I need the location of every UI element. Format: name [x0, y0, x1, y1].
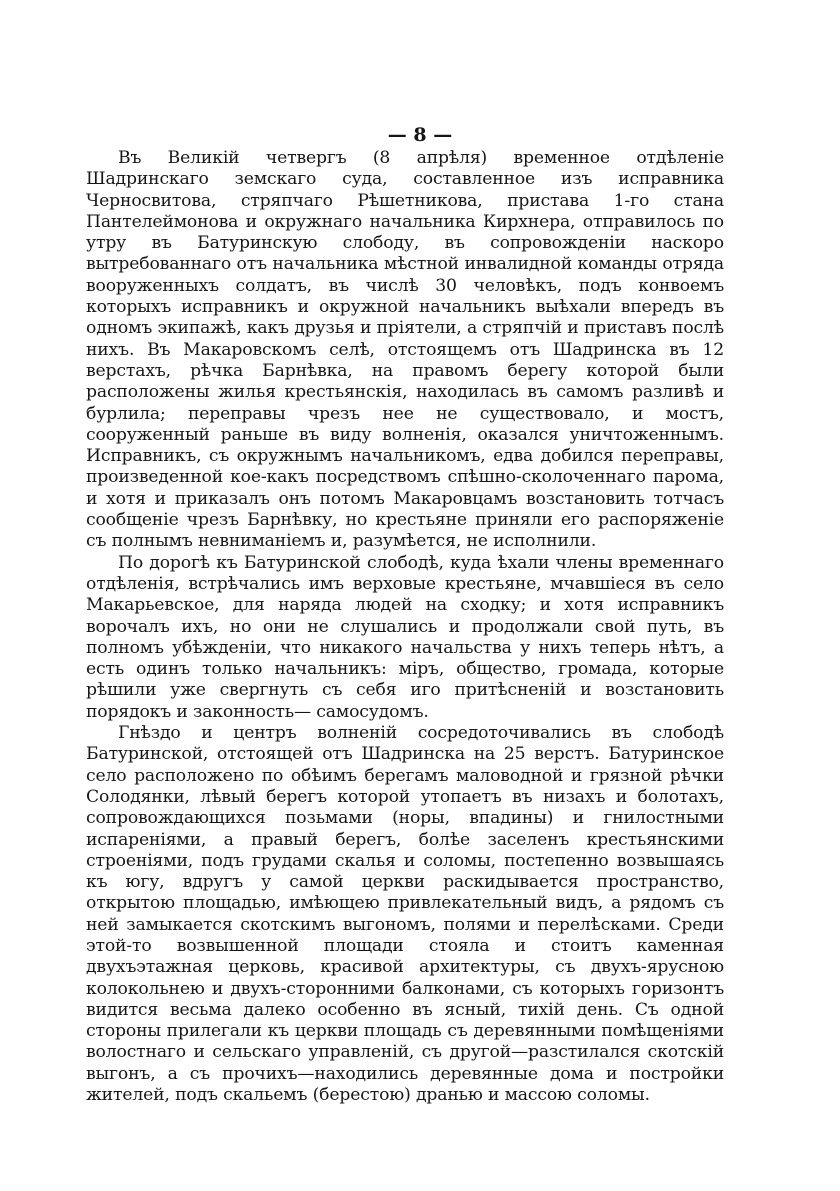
- paragraph-2: По дорогѣ къ Батуринской слободѣ, куда ѣхали члены временнаго отдѣленія, встрѣчались имъ верховые крестьяне, мчавшіеся въ село Макарьевское, для наряда людей на сходку; и хотя исправникъ ворочалъ ихъ, но они не слушались и продолжали свой путь, въ полномъ убѣжденіи, что никакого начальства у нихъ теперь нѣтъ, а есть одинъ только начальникъ: міръ, общество, громада, которые рѣшили уже свергнуть съ себя иго притѣсненій и возстановить порядокъ и законность— самосудомъ.: [86, 552, 724, 722]
- paragraph-1: Въ Великій четвергъ (8 апрѣля) временное отдѣленіе Шадринскаго земскаго суда, составленное изъ исправника Черносвитова, стряпчаго Рѣшетникова, пристава 1-го стана Пантелеймонова и окружнаго начальника Кирхнера, отправилось по утру въ Батуринскую слободу, въ сопровожденіи наскоро вытребованнаго отъ начальника мѣстной инвалидной команды отряда вооруженныхъ солдатъ, въ числѣ 30 человѣкъ, подъ конвоемъ которыхъ исправникъ и окружной начальникъ выѣхали впередъ въ одномъ экипажѣ, какъ друзья и пріятели, а стряпчій и приставъ послѣ нихъ. Въ Макаровскомъ селѣ, отстоящемъ отъ Шадринска въ 12 верстахъ, рѣчка Барнѣвка, на правомъ берегу которой были расположены жилья крестьянскія, находилась въ самомъ разливѣ и бурлила; переправы чрезъ нее не существовало, и мостъ, сооруженный раньше въ виду волненія, оказался уничтоженнымъ. Исправникъ, съ окружнымъ начальникомъ, едва добился переправы, произведенной кое-какъ посредствомъ спѣшно-сколоченнаго парома, и хотя и приказалъ онъ потомъ Макаровцамъ возстановить тотчасъ сообщеніе чрезъ Барнѣвку, но крестьяне приняли его распоряженіе съ полнымъ невниманіемъ и, разумѣется, не исполнили.: [86, 148, 724, 552]
- body-text: [86, 148, 724, 1106]
- paragraph-3: Гнѣздо и центръ волненій сосредоточивались въ слободѣ Батуринской, отстоящей отъ Шадринска на 25 верстъ. Батуринское село расположено по обѣимъ берегамъ маловодной и грязной рѣчки Солодянки, лѣвый берегъ которой утопаетъ въ низахъ и болотахъ, сопровождающихся позьмами (норы, впадины) и гнилостными испареніями, а правый берегъ, болѣе заселенъ крестьянскими строеніями, подъ грудами скалья и соломы, постепенно возвышаясь къ югу, вдругъ у самой церкви раскидывается пространство, открытою площадью, имѣющею привлекательный видъ, а рядомъ съ ней замыкается скотскимъ выгономъ, полями и перелѣсками. Среди этой-то возвышенной площади стояла и стоитъ каменная двухъэтажная церковь, красивой архитектуры, съ двухъ-ярусною колокольнею и двухъ-сторонними балконами, съ которыхъ горизонтъ видится весьма далеко особенно въ ясный, тихій день. Съ одной стороны прилегали къ церкви площадь съ деревянными помѣщеніями волостнаго и сельскаго управленій, съ другой—разстилался скотскій выгонъ, а съ прочихъ—находились деревянные дома и постройки жителей, подъ скальемъ (берестою) дранью и массою соломы.: [86, 723, 724, 1106]
- page-number: — 8 —: [387, 124, 453, 146]
